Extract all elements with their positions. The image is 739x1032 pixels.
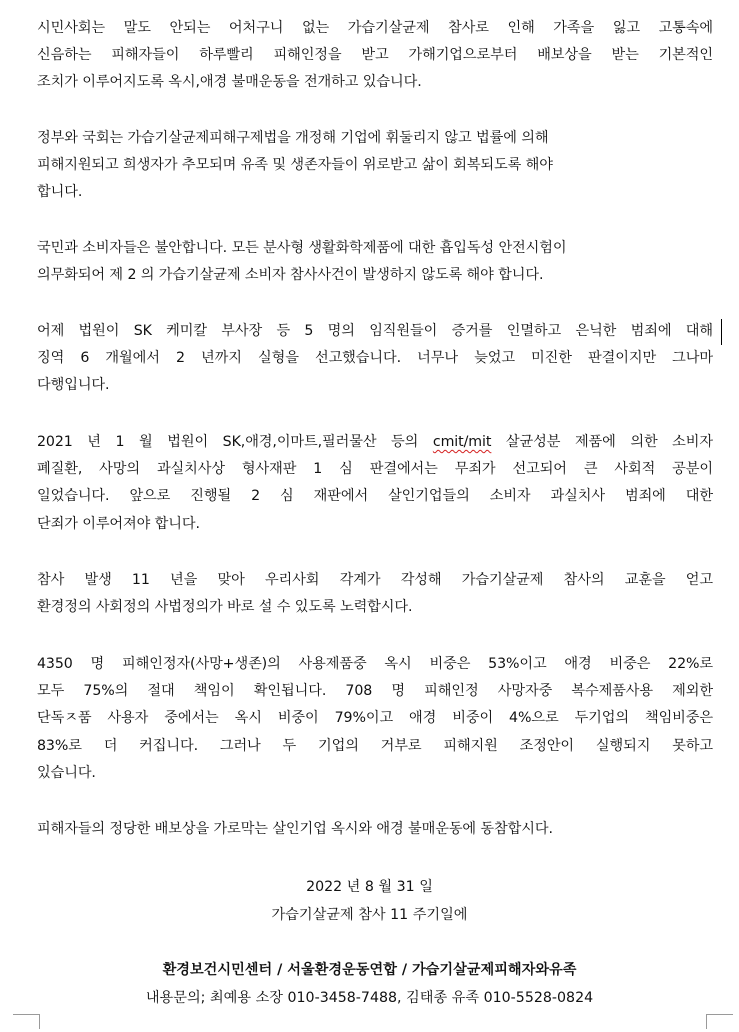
text-line: 의무화되어 제 2 의 가습기살균제 소비자 참사사건이 발생하지 않도록 해야 합니다.: [37, 267, 544, 284]
contact-line: 내용문의; 최예용 소장 010-3458-7488, 김태종 유족 010-5528-0824: [145, 990, 594, 1006]
text-line: 조치가 이루어지도록 옥시,애경 불매운동을 전개하고 있습니다.: [37, 74, 422, 91]
margin-corner-mark: [13, 1014, 40, 1029]
date-line: 2022 년 8 월 31 일: [306, 879, 433, 895]
text-line: 참사 발생 11 년을 맞아 우리사회 각계가 각성해 가습기살균제 참사의 교훈을 얻고: [37, 572, 713, 588]
text-line: 합니다.: [37, 184, 83, 201]
organizations-block: [0, 956, 739, 1012]
paragraph-anniversary: [37, 567, 713, 621]
text-line: 정부와 국회는 가습기살균제피해구제법을 개정해 기업에 휘둘리지 않고 법률에 의해: [37, 130, 549, 146]
text-line: 국민과 소비자들은 불안합니다. 모든 분사형 생활화학제품에 대한 흡입독성 안전시험이: [37, 240, 567, 256]
text-line: 환경정의 사회정의 사법정의가 바로 설 수 있도록 노력합시다.: [37, 599, 413, 616]
margin-corner-mark: [706, 1014, 733, 1029]
text-line: 어제 법원이 SK 케미칼 부사장 등 5 명의 임직원들이 증거를 인멸하고 은닉한 범죄에 대해: [37, 323, 713, 339]
occasion-line: 가습기살균제 참사 11 주기일에: [271, 907, 468, 923]
text-line: 피해지원되고 희생자가 추모되며 유족 및 생존자들이 위로받고 삶이 회복되도록 해야: [37, 157, 553, 174]
paragraph-consumers: [37, 235, 713, 289]
text-line: 다행입니다.: [37, 377, 110, 394]
text-line: 시민사회는 말도 안되는 어처구니 없는 가습기살균제 참사로 인해 가족을 잃고 고통속에: [37, 20, 713, 36]
text-line: 있습니다.: [37, 764, 96, 781]
text-line: 신음하는 피해자들이 하루빨리 피해인정을 받고 가해기업으로부터 배보상을 받는 기본적인: [37, 47, 713, 64]
text-segment: 2021 년 1 월 법원이 SK,애경,이마트,필러물산 등의: [37, 434, 433, 450]
text-line: 단죄가 이루어져야 합니다.: [37, 515, 200, 532]
organizations-line: 환경보건시민센터 / 서울환경운동연합 / 가습기살균제피해자와유족: [162, 962, 577, 978]
paragraph-court-ruling: [37, 318, 713, 400]
text-line: [37, 429, 713, 456]
text-line: 모두 75%의 절대 책임이 확인됩니다. 708 명 피해인정 사망자중 복수제품사용 제외한: [37, 683, 713, 700]
text-line: 4350 명 피해인정자(사망+생존)의 사용제품중 옥시 비중은 53%이고 애경 비중은 22%로: [37, 656, 713, 672]
text-cursor: [721, 319, 722, 345]
paragraph-boycott: [37, 15, 713, 97]
text-line: 징역 6 개월에서 2 년까지 실형을 선고했습니다. 너무나 늦었고 미진한 판결이지만 그나마: [37, 350, 713, 367]
paragraph-statistics: [37, 651, 713, 787]
text-line: 폐질환, 사망의 과실치사상 형사재판 1 심 판결에서는 무죄가 선고되어 큰 사회적 공분이: [37, 461, 713, 478]
text-segment: 살균성분 제품에 의한 소비자: [491, 434, 713, 450]
text-line: 단독ㅈ품 사용자 중에서는 옥시 비중이 79%이고 애경 비중이 4%으로 두기업의 책임비중은: [37, 710, 713, 727]
text-line: 피해자들의 정당한 배보상을 가로막는 살인기업 옥시와 애경 불매운동에 동참합시다.: [37, 821, 553, 837]
spellcheck-flagged-word: cmit/mit: [432, 434, 492, 450]
paragraph-2021-verdict: [37, 429, 713, 538]
signature-date-block: [0, 873, 739, 929]
paragraph-government: [37, 125, 713, 207]
paragraph-call-to-action: [37, 816, 713, 843]
text-line: 83%로 더 커집니다. 그러나 두 기업의 거부로 피해지원 조정안이 실행되지 못하고: [37, 737, 713, 754]
text-line: 일었습니다. 앞으로 진행될 2 심 재판에서 살인기업들의 소비자 과실치사 범죄에 대한: [37, 488, 713, 505]
